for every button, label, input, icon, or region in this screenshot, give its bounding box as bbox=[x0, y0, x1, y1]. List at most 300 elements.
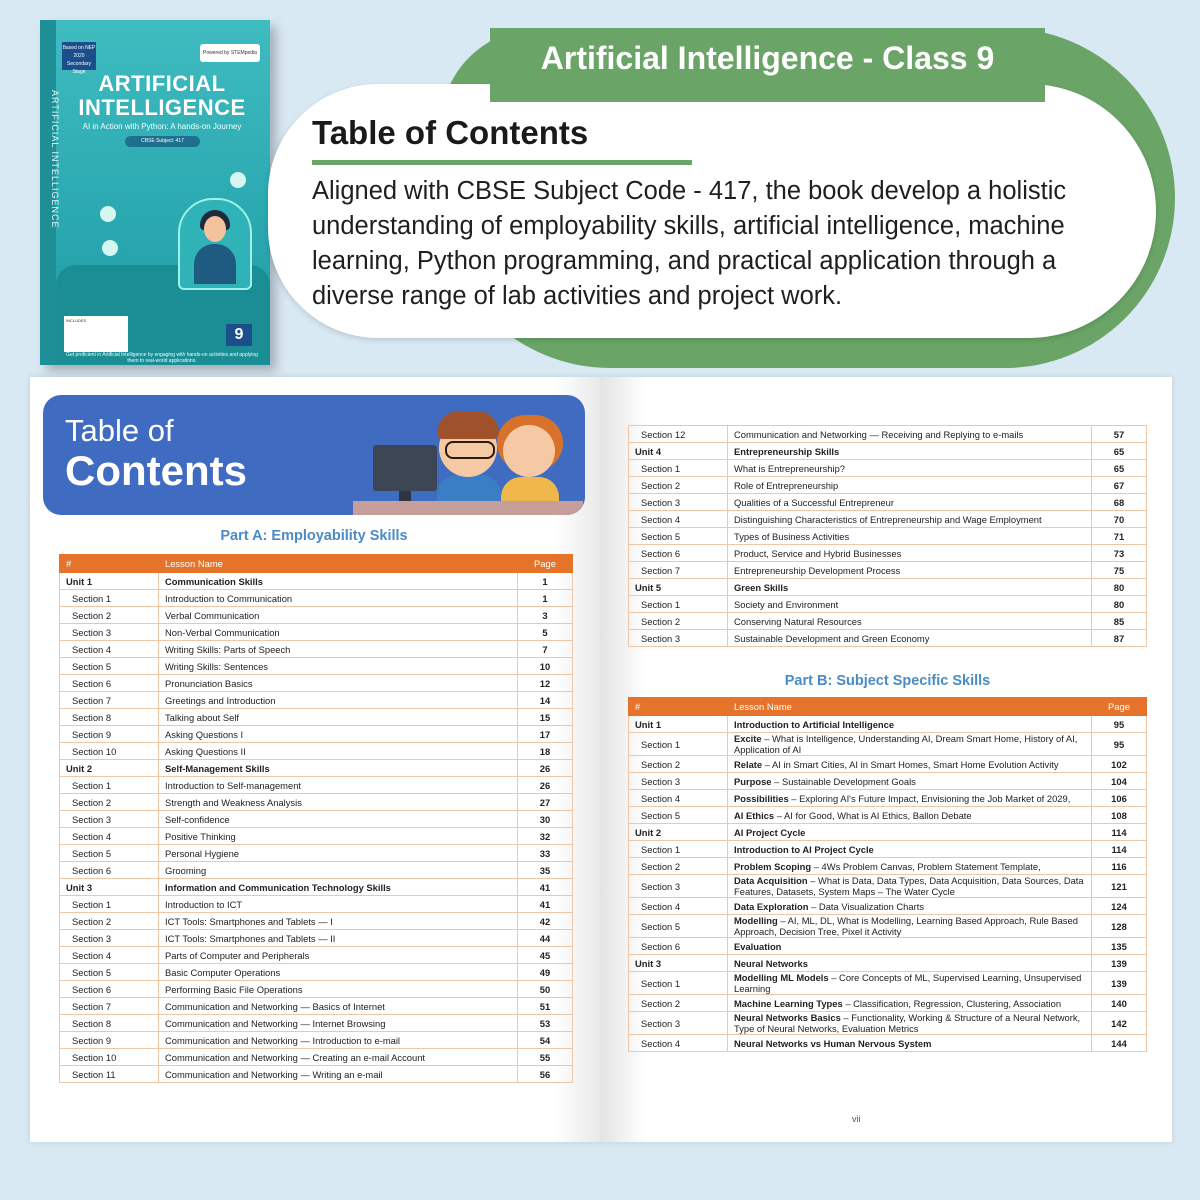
lesson-name: Communication and Networking — Creating an e-mail Account bbox=[159, 1049, 518, 1066]
row-number: Section 3 bbox=[629, 1012, 728, 1035]
spine-title: ARTIFICIAL INTELLIGENCE bbox=[50, 90, 60, 229]
row-number: Section 3 bbox=[60, 930, 159, 947]
col-header-num: # bbox=[629, 698, 728, 716]
section-row bbox=[60, 624, 573, 641]
page-ref: 128 bbox=[1092, 915, 1147, 938]
page-ref: 7 bbox=[518, 641, 573, 658]
lesson-name: Strength and Weakness Analysis bbox=[159, 794, 518, 811]
section-row bbox=[629, 1035, 1147, 1052]
row-number: Section 2 bbox=[629, 613, 728, 630]
lesson-name bbox=[728, 807, 1092, 824]
lesson-name: Communication and Networking — Receiving and Replying to e-mails bbox=[728, 426, 1092, 443]
row-number: Section 8 bbox=[60, 1015, 159, 1032]
page-ref: 10 bbox=[518, 658, 573, 675]
page-ref: 15 bbox=[518, 709, 573, 726]
page-ref: 106 bbox=[1092, 790, 1147, 807]
includes-box: INCLUDES bbox=[64, 316, 128, 352]
page-ref: 26 bbox=[518, 760, 573, 777]
lesson-name: Grooming bbox=[159, 862, 518, 879]
cover-title bbox=[62, 72, 262, 120]
row-number: Section 2 bbox=[60, 794, 159, 811]
section-row bbox=[629, 875, 1147, 898]
row-number: Section 10 bbox=[60, 743, 159, 760]
cover-title-line2: INTELLIGENCE bbox=[78, 95, 246, 120]
lesson-topics: – What is Data, Data Types, Data Acquisition, Data Sources, Data Features, Datasets, System Maps – The Water Cycle bbox=[734, 875, 1084, 897]
section-row bbox=[629, 841, 1147, 858]
section-row bbox=[60, 709, 573, 726]
unit-row bbox=[629, 955, 1147, 972]
row-number: Unit 2 bbox=[60, 760, 159, 777]
unit-row bbox=[60, 573, 573, 590]
lesson-name: Non-Verbal Communication bbox=[159, 624, 518, 641]
section-row bbox=[60, 862, 573, 879]
row-number: Section 3 bbox=[629, 773, 728, 790]
lesson-title: Neural Networks bbox=[734, 957, 808, 969]
lesson-name: Pronunciation Basics bbox=[159, 675, 518, 692]
page-ref: 73 bbox=[1092, 545, 1147, 562]
section-row bbox=[629, 613, 1147, 630]
lesson-name: Introduction to Self-management bbox=[159, 777, 518, 794]
section-row bbox=[60, 607, 573, 624]
lesson-topics: – Data Visualization Charts bbox=[808, 900, 925, 912]
row-number: Unit 3 bbox=[60, 879, 159, 896]
page-ref: 57 bbox=[1092, 426, 1147, 443]
lesson-name bbox=[728, 875, 1092, 898]
page-ref: 67 bbox=[1092, 477, 1147, 494]
row-number: Section 9 bbox=[60, 726, 159, 743]
section-row bbox=[60, 692, 573, 709]
section-row bbox=[629, 807, 1147, 824]
lesson-name: Basic Computer Operations bbox=[159, 964, 518, 981]
page-ref: 65 bbox=[1092, 460, 1147, 477]
row-number: Section 1 bbox=[629, 596, 728, 613]
page-ref: 14 bbox=[518, 692, 573, 709]
row-number: Section 4 bbox=[60, 947, 159, 964]
row-number: Unit 1 bbox=[60, 573, 159, 590]
row-number: Section 5 bbox=[60, 845, 159, 862]
banner-title: Artificial Intelligence - Class 9 bbox=[540, 40, 995, 76]
lesson-name: Product, Service and Hybrid Businesses bbox=[728, 545, 1092, 562]
lesson-title: Modelling bbox=[734, 915, 778, 926]
page-ref: 56 bbox=[518, 1066, 573, 1083]
section-row bbox=[629, 477, 1147, 494]
heading-underline bbox=[312, 160, 692, 165]
page-ref: 32 bbox=[518, 828, 573, 845]
page-ref: 17 bbox=[518, 726, 573, 743]
row-number: Unit 3 bbox=[629, 955, 728, 972]
unit-row bbox=[60, 879, 573, 896]
section-row bbox=[629, 756, 1147, 773]
col-header-lesson: Lesson Name bbox=[728, 698, 1092, 716]
section-row bbox=[60, 913, 573, 930]
row-number: Section 1 bbox=[629, 460, 728, 477]
ai-icon bbox=[230, 172, 246, 188]
lesson-name: Communication and Networking — Basics of Internet bbox=[159, 998, 518, 1015]
page-ref: 45 bbox=[518, 947, 573, 964]
row-number: Section 2 bbox=[629, 995, 728, 1012]
right-page bbox=[600, 377, 1172, 1142]
section-row bbox=[629, 972, 1147, 995]
page-ref: 30 bbox=[518, 811, 573, 828]
lesson-name: Writing Skills: Parts of Speech bbox=[159, 641, 518, 658]
book-cover bbox=[40, 20, 270, 365]
row-number: Section 4 bbox=[629, 898, 728, 915]
lesson-name: Introduction to Communication bbox=[159, 590, 518, 607]
lesson-title: AI Project Cycle bbox=[734, 826, 806, 838]
header-area bbox=[0, 0, 1200, 375]
col-header-num: # bbox=[60, 555, 159, 573]
lesson-name: Asking Questions II bbox=[159, 743, 518, 760]
page-ref: 26 bbox=[518, 777, 573, 794]
page-ref: 139 bbox=[1092, 972, 1147, 995]
page-ref: 5 bbox=[518, 624, 573, 641]
monitor-icon bbox=[373, 445, 437, 491]
row-number: Section 2 bbox=[629, 858, 728, 875]
section-row bbox=[60, 828, 573, 845]
page-ref: 55 bbox=[518, 1049, 573, 1066]
row-number: Section 4 bbox=[629, 511, 728, 528]
lesson-topics: – Sustainable Development Goals bbox=[771, 775, 916, 787]
lesson-name: Performing Basic File Operations bbox=[159, 981, 518, 998]
lesson-title: Data Exploration bbox=[734, 900, 809, 912]
lesson-name: Role of Entrepreneurship bbox=[728, 477, 1092, 494]
lesson-title: Introduction to AI Project Cycle bbox=[734, 843, 874, 855]
section-row bbox=[60, 896, 573, 913]
lesson-topics: – Exploring AI's Future Impact, Envisioning the Job Market of 2029, bbox=[788, 792, 1071, 804]
row-number: Section 6 bbox=[629, 545, 728, 562]
unit-row bbox=[629, 579, 1147, 596]
page-ref: 53 bbox=[518, 1015, 573, 1032]
cover-illustration bbox=[178, 198, 252, 290]
section-row bbox=[60, 964, 573, 981]
section-row bbox=[629, 790, 1147, 807]
page-ref: 135 bbox=[1092, 938, 1147, 955]
page-ref: 85 bbox=[1092, 613, 1147, 630]
lesson-topics: – AI for Good, What is AI Ethics, Ballon Debate bbox=[774, 809, 972, 821]
lesson-name bbox=[728, 756, 1092, 773]
lesson-title: Modelling ML Models bbox=[734, 972, 829, 983]
page-ref: 65 bbox=[1092, 443, 1147, 460]
section-row bbox=[629, 426, 1147, 443]
page-ref: 33 bbox=[518, 845, 573, 862]
row-number: Unit 1 bbox=[629, 716, 728, 733]
section-row bbox=[629, 494, 1147, 511]
lesson-title: AI Ethics bbox=[734, 809, 775, 821]
section-row bbox=[629, 545, 1147, 562]
row-number: Section 7 bbox=[60, 998, 159, 1015]
lesson-title: Possibilities bbox=[734, 792, 789, 804]
section-row bbox=[629, 1012, 1147, 1035]
lesson-name: Self-Management Skills bbox=[159, 760, 518, 777]
row-number: Section 5 bbox=[629, 807, 728, 824]
lesson-name bbox=[728, 898, 1092, 915]
lesson-name: Self-confidence bbox=[159, 811, 518, 828]
row-number: Section 7 bbox=[60, 692, 159, 709]
part-a-title: Part A: Employability Skills bbox=[220, 528, 408, 544]
unit-row bbox=[629, 824, 1147, 841]
row-number: Section 4 bbox=[629, 1035, 728, 1052]
page-ref: 1 bbox=[518, 573, 573, 590]
intro-heading: Table of Contents bbox=[312, 114, 589, 151]
nep-badge: Based on NEP 2020 Secondary Stage bbox=[62, 42, 96, 70]
page-ref: 95 bbox=[1092, 716, 1147, 733]
row-number: Section 12 bbox=[629, 426, 728, 443]
page-ref: 49 bbox=[518, 964, 573, 981]
lesson-name: Introduction to ICT bbox=[159, 896, 518, 913]
lesson-name: Talking about Self bbox=[159, 709, 518, 726]
page-ref: 87 bbox=[1092, 630, 1147, 647]
lesson-title: Neural Networks vs Human Nervous System bbox=[734, 1037, 932, 1049]
row-number: Section 5 bbox=[629, 915, 728, 938]
lesson-topics: – What is Intelligence, Understanding AI, Dream Smart Home, History of AI, Application of AI bbox=[734, 733, 1078, 755]
row-number: Section 11 bbox=[60, 1066, 159, 1083]
page-ref: 27 bbox=[518, 794, 573, 811]
part-a-table bbox=[59, 554, 573, 1083]
row-number: Section 7 bbox=[629, 562, 728, 579]
page-ref: 144 bbox=[1092, 1035, 1147, 1052]
page-number: vii bbox=[852, 1114, 861, 1124]
page-ref: 54 bbox=[518, 1032, 573, 1049]
unit-row bbox=[60, 760, 573, 777]
lesson-name: Distinguishing Characteristics of Entrepreneurship and Wage Employment bbox=[728, 511, 1092, 528]
unit-row bbox=[629, 716, 1147, 733]
row-number: Section 2 bbox=[629, 756, 728, 773]
col-header-lesson: Lesson Name bbox=[159, 555, 518, 573]
chart-icon bbox=[102, 240, 118, 256]
page-ref: 41 bbox=[518, 896, 573, 913]
page-ref: 44 bbox=[518, 930, 573, 947]
lesson-name bbox=[728, 915, 1092, 938]
lesson-title: Neural Networks Basics bbox=[734, 1012, 841, 1023]
section-row bbox=[60, 726, 573, 743]
section-row bbox=[629, 773, 1147, 790]
kids-illustration bbox=[353, 401, 583, 515]
section-row bbox=[60, 590, 573, 607]
page-ref: 114 bbox=[1092, 824, 1147, 841]
lesson-name bbox=[728, 955, 1092, 972]
lesson-name bbox=[728, 972, 1092, 995]
lesson-name: Society and Environment bbox=[728, 596, 1092, 613]
lesson-name: Qualities of a Successful Entrepreneur bbox=[728, 494, 1092, 511]
lesson-name: Parts of Computer and Peripherals bbox=[159, 947, 518, 964]
lesson-name: Positive Thinking bbox=[159, 828, 518, 845]
intro-description: Aligned with CBSE Subject Code - 417, the book develop a holistic understanding of employability skills, artificial intelligence, machine learning, Python programming, and practical application through a diverse range of lab activities and project work. bbox=[312, 177, 1067, 310]
section-row bbox=[629, 898, 1147, 915]
page-ref: 114 bbox=[1092, 841, 1147, 858]
section-row bbox=[629, 733, 1147, 756]
section-row bbox=[60, 743, 573, 760]
lesson-name: Personal Hygiene bbox=[159, 845, 518, 862]
row-number: Section 1 bbox=[629, 841, 728, 858]
part-b-table bbox=[628, 697, 1147, 1052]
page-ref: 70 bbox=[1092, 511, 1147, 528]
row-number: Section 6 bbox=[60, 862, 159, 879]
row-number: Section 5 bbox=[60, 964, 159, 981]
page-ref: 1 bbox=[518, 590, 573, 607]
lesson-title: Data Acquisition bbox=[734, 875, 808, 886]
lesson-topics: – 4Ws Problem Canvas, Problem Statement Template, bbox=[811, 860, 1041, 872]
robot-icon bbox=[100, 206, 116, 222]
lesson-name bbox=[728, 824, 1092, 841]
lesson-name bbox=[728, 995, 1092, 1012]
lesson-name: What is Entrepreneurship? bbox=[728, 460, 1092, 477]
row-number: Section 2 bbox=[629, 477, 728, 494]
section-row bbox=[629, 630, 1147, 647]
lesson-name: Green Skills bbox=[728, 579, 1092, 596]
lesson-title: Relate bbox=[734, 758, 763, 770]
page-ref: 12 bbox=[518, 675, 573, 692]
section-row bbox=[629, 460, 1147, 477]
row-number: Section 2 bbox=[60, 607, 159, 624]
section-row bbox=[60, 641, 573, 658]
row-number: Section 3 bbox=[60, 811, 159, 828]
row-number: Section 1 bbox=[629, 972, 728, 995]
lesson-topics: – Core Concepts of ML, Supervised Learning, Unsupervised Learning bbox=[734, 972, 1082, 994]
row-number: Section 4 bbox=[629, 790, 728, 807]
lesson-name: Communication and Networking — Introduction to e-mail bbox=[159, 1032, 518, 1049]
page-ref: 104 bbox=[1092, 773, 1147, 790]
toc-title-box bbox=[43, 395, 585, 515]
page-ref: 50 bbox=[518, 981, 573, 998]
lesson-name: Communication and Networking — Writing an e-mail bbox=[159, 1066, 518, 1083]
lesson-topics: – AI, ML, DL, What is Modelling, Learning Based Approach, Rule Based Approach, Decision Tree, Pixel it Activity bbox=[734, 915, 1078, 937]
section-row bbox=[629, 511, 1147, 528]
row-number: Unit 4 bbox=[629, 443, 728, 460]
book-spread bbox=[30, 377, 1172, 1142]
lesson-name: Entrepreneurship Skills bbox=[728, 443, 1092, 460]
lesson-name bbox=[728, 773, 1092, 790]
section-row bbox=[60, 811, 573, 828]
page-ref: 124 bbox=[1092, 898, 1147, 915]
row-number: Section 9 bbox=[60, 1032, 159, 1049]
row-number: Section 1 bbox=[60, 777, 159, 794]
row-number: Unit 5 bbox=[629, 579, 728, 596]
section-row bbox=[60, 1015, 573, 1032]
lesson-name: Types of Business Activities bbox=[728, 528, 1092, 545]
row-number: Section 6 bbox=[60, 981, 159, 998]
page-ref: 3 bbox=[518, 607, 573, 624]
section-row bbox=[60, 1066, 573, 1083]
cover-subject: CBSE Subject: 417 bbox=[125, 136, 200, 147]
lesson-name: Verbal Communication bbox=[159, 607, 518, 624]
cover-subtitle: AI in Action with Python: A hands-on Journey bbox=[82, 122, 242, 131]
lesson-name: ICT Tools: Smartphones and Tablets — I bbox=[159, 913, 518, 930]
section-row bbox=[60, 1049, 573, 1066]
lesson-name bbox=[728, 841, 1092, 858]
page-ref: 139 bbox=[1092, 955, 1147, 972]
lesson-name bbox=[728, 790, 1092, 807]
page-ref: 75 bbox=[1092, 562, 1147, 579]
row-number: Section 5 bbox=[60, 658, 159, 675]
page-ref: 95 bbox=[1092, 733, 1147, 756]
section-row bbox=[60, 794, 573, 811]
page-ref: 35 bbox=[518, 862, 573, 879]
row-number: Section 1 bbox=[60, 590, 159, 607]
section-row bbox=[60, 845, 573, 862]
row-number: Section 3 bbox=[629, 875, 728, 898]
col-header-page: Page bbox=[1092, 698, 1147, 716]
lesson-title: Machine Learning Types bbox=[734, 997, 843, 1009]
section-row bbox=[629, 858, 1147, 875]
page-ref: 18 bbox=[518, 743, 573, 760]
lesson-name: Communication Skills bbox=[159, 573, 518, 590]
lesson-name bbox=[728, 733, 1092, 756]
section-row bbox=[60, 998, 573, 1015]
lesson-name: Asking Questions I bbox=[159, 726, 518, 743]
row-number: Section 8 bbox=[60, 709, 159, 726]
lesson-name: Entrepreneurship Development Process bbox=[728, 562, 1092, 579]
section-row bbox=[629, 596, 1147, 613]
lesson-name bbox=[728, 716, 1092, 733]
lesson-name: Information and Communication Technology Skills bbox=[159, 879, 518, 896]
lesson-title: Problem Scoping bbox=[734, 860, 812, 872]
lesson-name bbox=[728, 1035, 1092, 1052]
lesson-name: ICT Tools: Smartphones and Tablets — II bbox=[159, 930, 518, 947]
row-number: Section 3 bbox=[60, 624, 159, 641]
page-ref: 51 bbox=[518, 998, 573, 1015]
lesson-title: Evaluation bbox=[734, 940, 782, 952]
cover-tagline: Get proficient in Artificial Intelligence by engaging with hands-on activities and applying them to real-world applications. bbox=[66, 352, 258, 364]
lesson-topics: – AI in Smart Cities, AI in Smart Homes, Smart Home Evolution Activity bbox=[762, 758, 1059, 770]
toc-title-line1: Table of bbox=[65, 413, 174, 448]
section-row bbox=[629, 915, 1147, 938]
lesson-topics: – Functionality, Working & Structure of a Neural Network, Type of Neural Networks, Evaluation Metrics bbox=[734, 1012, 1081, 1034]
lesson-name: Conserving Natural Resources bbox=[728, 613, 1092, 630]
grade-badge: 9 bbox=[226, 324, 252, 346]
lesson-name: Sustainable Development and Green Economy bbox=[728, 630, 1092, 647]
row-number: Section 4 bbox=[60, 828, 159, 845]
lesson-title: Purpose bbox=[734, 775, 772, 787]
page-ref: 142 bbox=[1092, 1012, 1147, 1035]
lesson-name: Greetings and Introduction bbox=[159, 692, 518, 709]
section-row bbox=[629, 938, 1147, 955]
section-row bbox=[60, 675, 573, 692]
unit-row bbox=[629, 443, 1147, 460]
section-row bbox=[60, 658, 573, 675]
row-number: Section 10 bbox=[60, 1049, 159, 1066]
section-row bbox=[60, 947, 573, 964]
lesson-title: Excite bbox=[734, 733, 762, 744]
page-ref: 108 bbox=[1092, 807, 1147, 824]
page-ref: 80 bbox=[1092, 596, 1147, 613]
row-number: Section 5 bbox=[629, 528, 728, 545]
page-ref: 140 bbox=[1092, 995, 1147, 1012]
lesson-title: Introduction to Artificial Intelligence bbox=[734, 718, 895, 730]
row-number: Section 4 bbox=[60, 641, 159, 658]
section-row bbox=[629, 995, 1147, 1012]
section-row bbox=[629, 528, 1147, 545]
cover-title-line1: ARTIFICIAL bbox=[98, 71, 226, 96]
toc-title-line2: Contents bbox=[65, 447, 247, 494]
page-ref: 42 bbox=[518, 913, 573, 930]
page-ref: 71 bbox=[1092, 528, 1147, 545]
section-row bbox=[60, 777, 573, 794]
row-number: Section 6 bbox=[629, 938, 728, 955]
part-b-title: Part B: Subject Specific Skills bbox=[784, 673, 991, 689]
page-ref: 80 bbox=[1092, 579, 1147, 596]
lesson-name: Communication and Networking — Internet Browsing bbox=[159, 1015, 518, 1032]
col-header-page: Page bbox=[518, 555, 573, 573]
lesson-name bbox=[728, 938, 1092, 955]
page-ref: 121 bbox=[1092, 875, 1147, 898]
lesson-name bbox=[728, 858, 1092, 875]
page-ref: 41 bbox=[518, 879, 573, 896]
row-number: Section 1 bbox=[60, 896, 159, 913]
section-row bbox=[60, 1032, 573, 1049]
row-number: Section 6 bbox=[60, 675, 159, 692]
section-row bbox=[60, 930, 573, 947]
lesson-name: Writing Skills: Sentences bbox=[159, 658, 518, 675]
